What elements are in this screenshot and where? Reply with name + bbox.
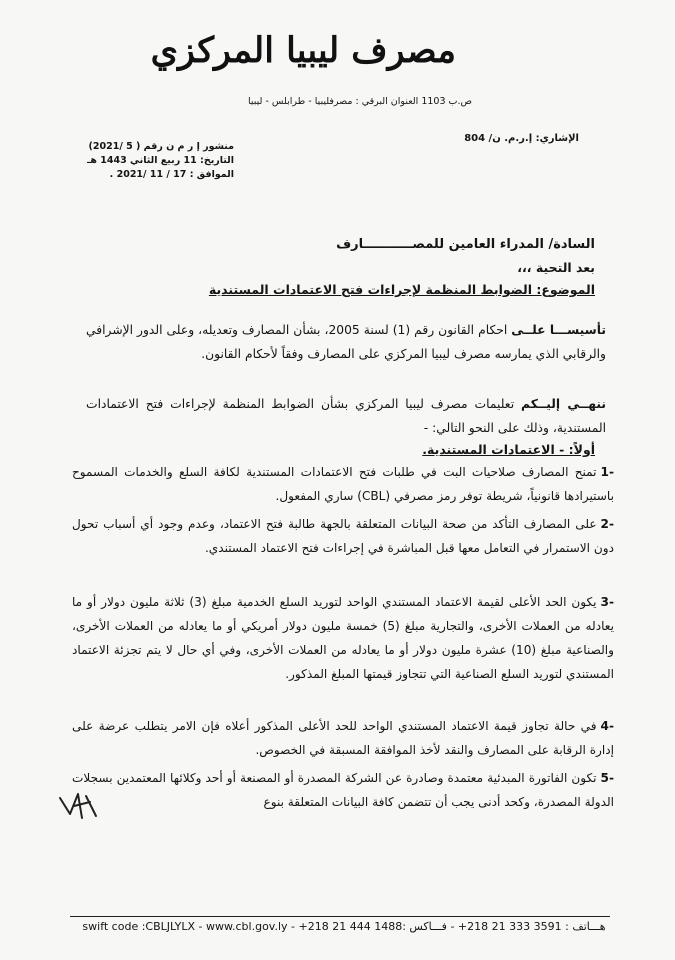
bank-logo: مصرف ليبيا المركزي	[150, 30, 456, 71]
list-item	[72, 512, 614, 560]
list-item	[72, 766, 614, 814]
item-text: تكون الفاتورة المبدئية معتمدة وصادرة عن الشركة المصدرة أو المصنعة أو أحد وكلائها المعتمدين بسجلات الدولة المصدرة، وكحد أدنى يجب أن تتضمن كافة البيانات المتعلقة بنوع	[72, 771, 614, 809]
list-item	[72, 714, 614, 762]
initials-signature	[56, 788, 100, 824]
item-text: يكون الحد الأعلى لقيمة الاعتماد المستندي الواحد لتوريد السلع الخدمية مبلغ (3) ثلاثة مليون دولار أو ما يعادله من العملات الأخرى، والتجارية مبلغ (5) خمسة مليون دولار أمريكي أو ما يعادله من العملات الأخرى، والصناعية مبلغ (10) عشرة مليون دولار أو ما يعادله من العملات الأخرى، وفي أي حال لا يتم تجزئة الاعتماد المستندي لتوريد السلع الصناعية التي تتجاوز قيمتها المبلغ المذكور.	[72, 595, 614, 681]
greeting: بعد التحية ،،،	[517, 260, 595, 275]
intro-1-lead: تأسيســـا علــى	[511, 323, 606, 337]
circular-number: منشور إ ر م ن رقم ( 5 /2021)	[88, 141, 234, 152]
item-text: تمنح المصارف صلاحيات البت في طلبات فتح الاعتمادات المستندية لكافة السلع والخدمات المسموح باستيرادها قانونياً، شريطة توفر رمز مصرفي (CBL) ساري المفعول.	[72, 465, 614, 503]
subject-line: الموضوع: الضوابط المنظمة لإجراءات فتح الاعتمادات المستندية	[208, 282, 595, 297]
intro-paragraph-1	[86, 318, 606, 366]
addressee: السادة/ المدراء العامين للمصـــــــــــارف	[336, 237, 595, 252]
circular-info	[84, 140, 234, 182]
item-number: -1	[600, 465, 614, 479]
intro-paragraph-2	[86, 392, 606, 440]
gregorian-date: الموافق : 17 / 11 /2021 .	[109, 169, 234, 180]
item-text: في حالة تجاوز قيمة الاعتماد المستندي الواحد للحد الأعلى المذكور أعلاه فإن الامر يتطلب عرضة على إدارة الرقابة على المصارف والنقد لأخذ الموافقة المسبقة في الخصوص.	[72, 719, 614, 757]
intro-2-text: تعليمات مصرف ليبيا المركزي بشأن الضوابط المنظمة لإجراءات فتح الاعتمادات المستندية، وذلك على النحو التالي: -	[86, 397, 606, 435]
list-item	[72, 460, 614, 508]
footer-contact: هـــاتف : 3591 333 21 218+ - فـــاكس :1488 444 21 218+ - swift code :CBLJLYLX - www.cbl.gov.ly	[82, 920, 606, 933]
item-text: على المصارف التأكد من صحة البيانات المتعلقة بالجهة طالبة فتح الاعتماد، وعدم وجود أي أسباب تحول دون الاستمرار في التعامل معها قبل المباشرة في إجراءات فتح الاعتماد المستندي.	[72, 517, 614, 555]
footer-divider	[70, 916, 610, 917]
reference-number: الإشاري: إ.ر.م. ن/ 804	[464, 133, 579, 144]
section-heading: أولاً: - الاعتمادات المستندية.	[422, 442, 595, 457]
intro-1-text: احكام القانون رقم (1) لسنة 2005، بشأن المصارف وتعديله، وعلى الدور الإشرافي والرقابي الذي يمارسه مصرف ليبيا المركزي على المصارف وفقاً لأحكام القانون.	[86, 323, 606, 361]
item-number: -5	[600, 771, 614, 785]
list-item	[72, 590, 614, 686]
intro-2-lead: ننهــي إليــكم	[521, 397, 606, 411]
item-number: -2	[600, 517, 614, 531]
hijri-date: التاريخ: 11 ربيع الثاني 1443 هـ	[87, 155, 234, 166]
item-number: -4	[600, 719, 614, 733]
bank-address: ص.ب 1103 العنوان البرقي : مصرفليبيا - طرابلس - ليبيا	[248, 96, 472, 107]
item-number: -3	[600, 595, 614, 609]
